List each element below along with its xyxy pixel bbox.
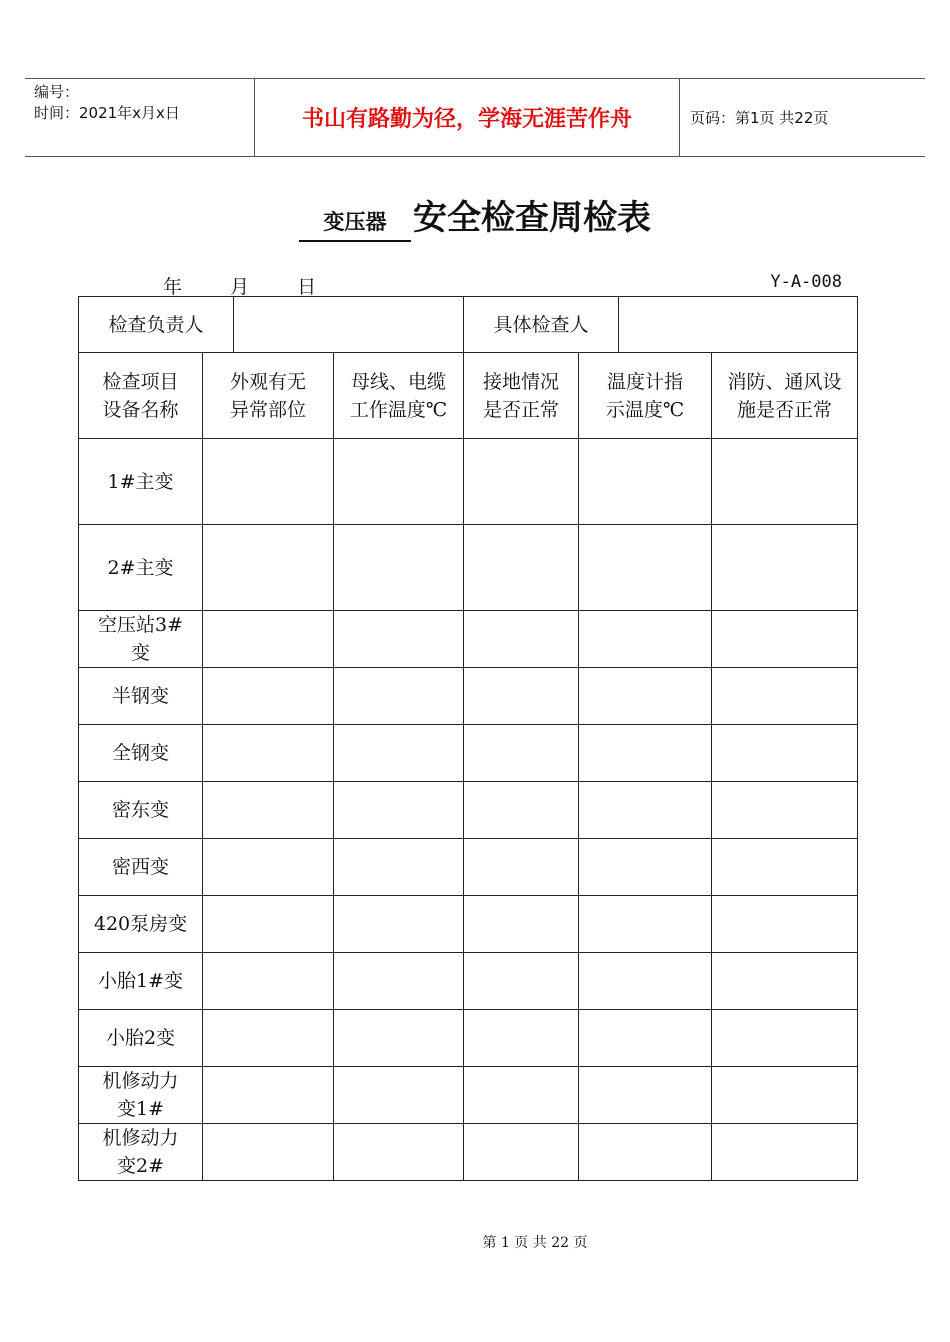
entry-cell[interactable] [334,668,464,725]
inspector-field[interactable] [234,297,464,353]
checker-field[interactable] [619,297,858,353]
date-day: 日 [297,276,317,298]
device-name: 密东变 [79,782,203,839]
entry-cell[interactable] [334,1124,464,1181]
entry-cell[interactable] [464,725,579,782]
entry-cell[interactable] [712,1067,858,1124]
table-row [79,839,858,896]
inspection-table [78,296,858,1181]
entry-cell[interactable] [464,839,579,896]
header-left [34,82,180,124]
device-name: 小胎1#变 [79,953,203,1010]
col-header-cable-temp: 母线、电缆 工作温度℃ [334,353,464,439]
entry-cell[interactable] [464,611,579,668]
entry-cell[interactable] [464,668,579,725]
device-name: 420泵房变 [79,896,203,953]
entry-cell[interactable] [579,896,712,953]
entry-cell[interactable] [464,782,579,839]
table-row [79,1067,858,1124]
date-month: 月 [230,276,250,298]
title-fill-blank: 变压器 [299,206,411,242]
entry-cell[interactable] [712,725,858,782]
device-name: 全钢变 [79,725,203,782]
entry-cell[interactable] [334,1067,464,1124]
entry-cell[interactable] [579,439,712,525]
device-name: 2#主变 [79,525,203,611]
entry-cell[interactable] [464,1124,579,1181]
entry-cell[interactable] [203,839,334,896]
entry-cell[interactable] [579,668,712,725]
entry-cell[interactable] [203,953,334,1010]
header-divider [679,79,680,156]
entry-cell[interactable] [203,1124,334,1181]
column-header-row [79,353,858,439]
entry-cell[interactable] [334,439,464,525]
entry-cell[interactable] [579,1124,712,1181]
entry-cell[interactable] [712,1010,858,1067]
time-label: 时间：2021年x月x日 [34,104,180,122]
device-name: 机修动力 变2# [79,1124,203,1181]
number-label: 编号： [34,83,80,101]
col-header-grounding: 接地情况 是否正常 [464,353,579,439]
table-row [79,1010,858,1067]
device-name: 小胎2变 [79,1010,203,1067]
table-row [79,668,858,725]
table-body [79,439,858,1181]
entry-cell[interactable] [334,953,464,1010]
entry-cell[interactable] [712,525,858,611]
entry-cell[interactable] [712,782,858,839]
entry-cell[interactable] [203,668,334,725]
entry-cell[interactable] [712,839,858,896]
col-header-device: 检查项目 设备名称 [79,353,203,439]
table-row [79,782,858,839]
col-header-thermometer: 温度计指 示温度℃ [579,353,712,439]
device-name: 密西变 [79,839,203,896]
device-name: 空压站3# 变 [79,611,203,668]
entry-cell[interactable] [579,839,712,896]
entry-cell[interactable] [203,525,334,611]
entry-cell[interactable] [464,1010,579,1067]
checker-label: 具体检查人 [464,297,619,353]
table-row [79,611,858,668]
entry-cell[interactable] [464,896,579,953]
entry-cell[interactable] [334,1010,464,1067]
motto: 书山有路勤为径，学海无涯苦作舟 [301,107,632,132]
form-code: Y-A-008 [770,272,842,292]
entry-cell[interactable] [579,1010,712,1067]
entry-cell[interactable] [203,1010,334,1067]
entry-cell[interactable] [203,611,334,668]
table-row [79,525,858,611]
entry-cell[interactable] [712,1124,858,1181]
entry-cell[interactable] [203,725,334,782]
entry-cell[interactable] [712,668,858,725]
table-row [79,439,858,525]
entry-cell[interactable] [579,782,712,839]
device-name: 机修动力 变1# [79,1067,203,1124]
entry-cell[interactable] [203,439,334,525]
page-header [25,78,925,157]
entry-cell[interactable] [579,725,712,782]
entry-cell[interactable] [579,1067,712,1124]
col-header-fire-vent: 消防、通风设 施是否正常 [712,353,858,439]
entry-cell[interactable] [579,611,712,668]
date-line [163,272,358,299]
table-row [79,725,858,782]
date-year: 年 [163,276,183,298]
inspector-label: 检查负责人 [79,297,234,353]
entry-cell[interactable] [334,839,464,896]
entry-cell[interactable] [712,439,858,525]
table-row [79,896,858,953]
entry-cell[interactable] [464,953,579,1010]
entry-cell[interactable] [464,1067,579,1124]
entry-cell[interactable] [334,896,464,953]
entry-cell[interactable] [334,611,464,668]
page-footer: 第 1 页 共 22 页 [482,1235,588,1251]
entry-cell[interactable] [203,782,334,839]
device-name: 1#主变 [79,439,203,525]
col-header-appearance: 外观有无 异常部位 [203,353,334,439]
entry-cell[interactable] [334,725,464,782]
entry-cell[interactable] [712,896,858,953]
entry-cell[interactable] [203,1067,334,1124]
form-title [0,190,950,242]
table-row [79,1124,858,1181]
entry-cell[interactable] [579,953,712,1010]
page-info: 页码：第1页 共22页 [690,109,829,127]
table-row [79,953,858,1010]
entry-cell[interactable] [712,953,858,1010]
entry-cell[interactable] [579,525,712,611]
entry-cell[interactable] [203,896,334,953]
device-name: 半钢变 [79,668,203,725]
entry-cell[interactable] [712,611,858,668]
inspector-row [79,297,858,353]
entry-cell[interactable] [334,782,464,839]
entry-cell[interactable] [464,525,579,611]
entry-cell[interactable] [334,525,464,611]
entry-cell[interactable] [464,439,579,525]
title-main: 安全检查周检表 [413,198,651,238]
